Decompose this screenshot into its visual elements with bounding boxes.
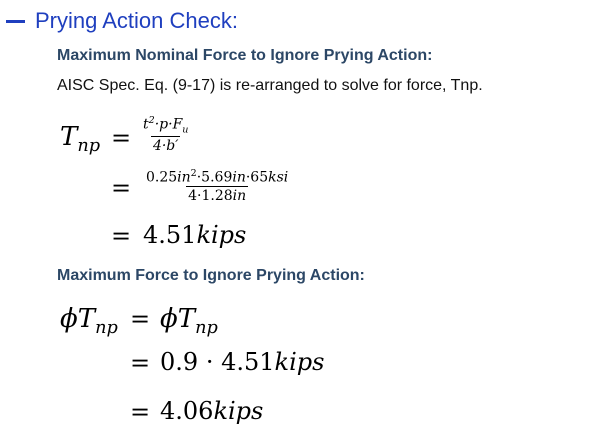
tnp-lhs-symbol: T [60,122,78,152]
substitution-numerator: $0.25in^2\cdot 5.69in\cdot 65ksi$ [146,168,289,186]
phi-tnp-rhs-subscript: np [195,318,218,339]
resistance-factor: 0.9 [160,348,199,376]
substitution-fraction [144,169,290,204]
equals-sign-3: = [111,222,132,250]
substitution-denominator: 4·1.28in [188,187,247,204]
equals-sign-2: = [111,174,132,202]
tnp-lhs-subscript: np [77,136,101,157]
nominal-result-value: 4.51 [143,221,197,249]
phi-tnp-rhs [160,304,218,338]
phi-tnp-lhs-subscript: np [95,318,118,339]
phi-tnp-rhs-symbol: T [177,304,196,334]
design-result [160,397,263,425]
design-force-heading: Maximum Force to Ignore Prying Action: [57,267,365,284]
nominal-result [143,221,246,249]
collapse-minus-icon[interactable] [6,20,25,23]
multiply-dot: · [205,348,214,376]
design-result-unit: kips [213,397,264,425]
formula-numerator: $t^2\cdot p\cdot F_u$ [143,115,189,136]
phi-tnp-lhs-symbol: T [77,304,96,334]
tnp-lhs [60,122,100,156]
equals-sign-5: = [130,349,151,377]
equation-description: AISC Spec. Eq. (9-17) is re-arranged to solve for force, Tnp. [57,77,483,94]
factored-unit: kips [274,348,325,376]
equals-sign-6: = [130,398,151,426]
formula-fraction [141,116,190,154]
equals-sign-1: = [111,124,132,152]
nominal-force-heading: Maximum Nominal Force to Ignore Prying Action: [57,47,433,64]
nominal-result-unit: kips [196,221,247,249]
phi-tnp-lhs [60,304,118,338]
phi-symbol-rhs: ϕ [160,304,178,334]
section-header-prying-action[interactable] [6,8,238,34]
design-result-value: 4.06 [160,397,214,425]
phi-symbol: ϕ [60,304,78,334]
factored-value: 4.51 [221,348,275,376]
section-title: Prying Action Check: [35,8,238,33]
equals-sign-4: = [130,305,151,333]
formula-denominator: 4·b′ [152,138,179,155]
factored-expression [160,348,324,376]
